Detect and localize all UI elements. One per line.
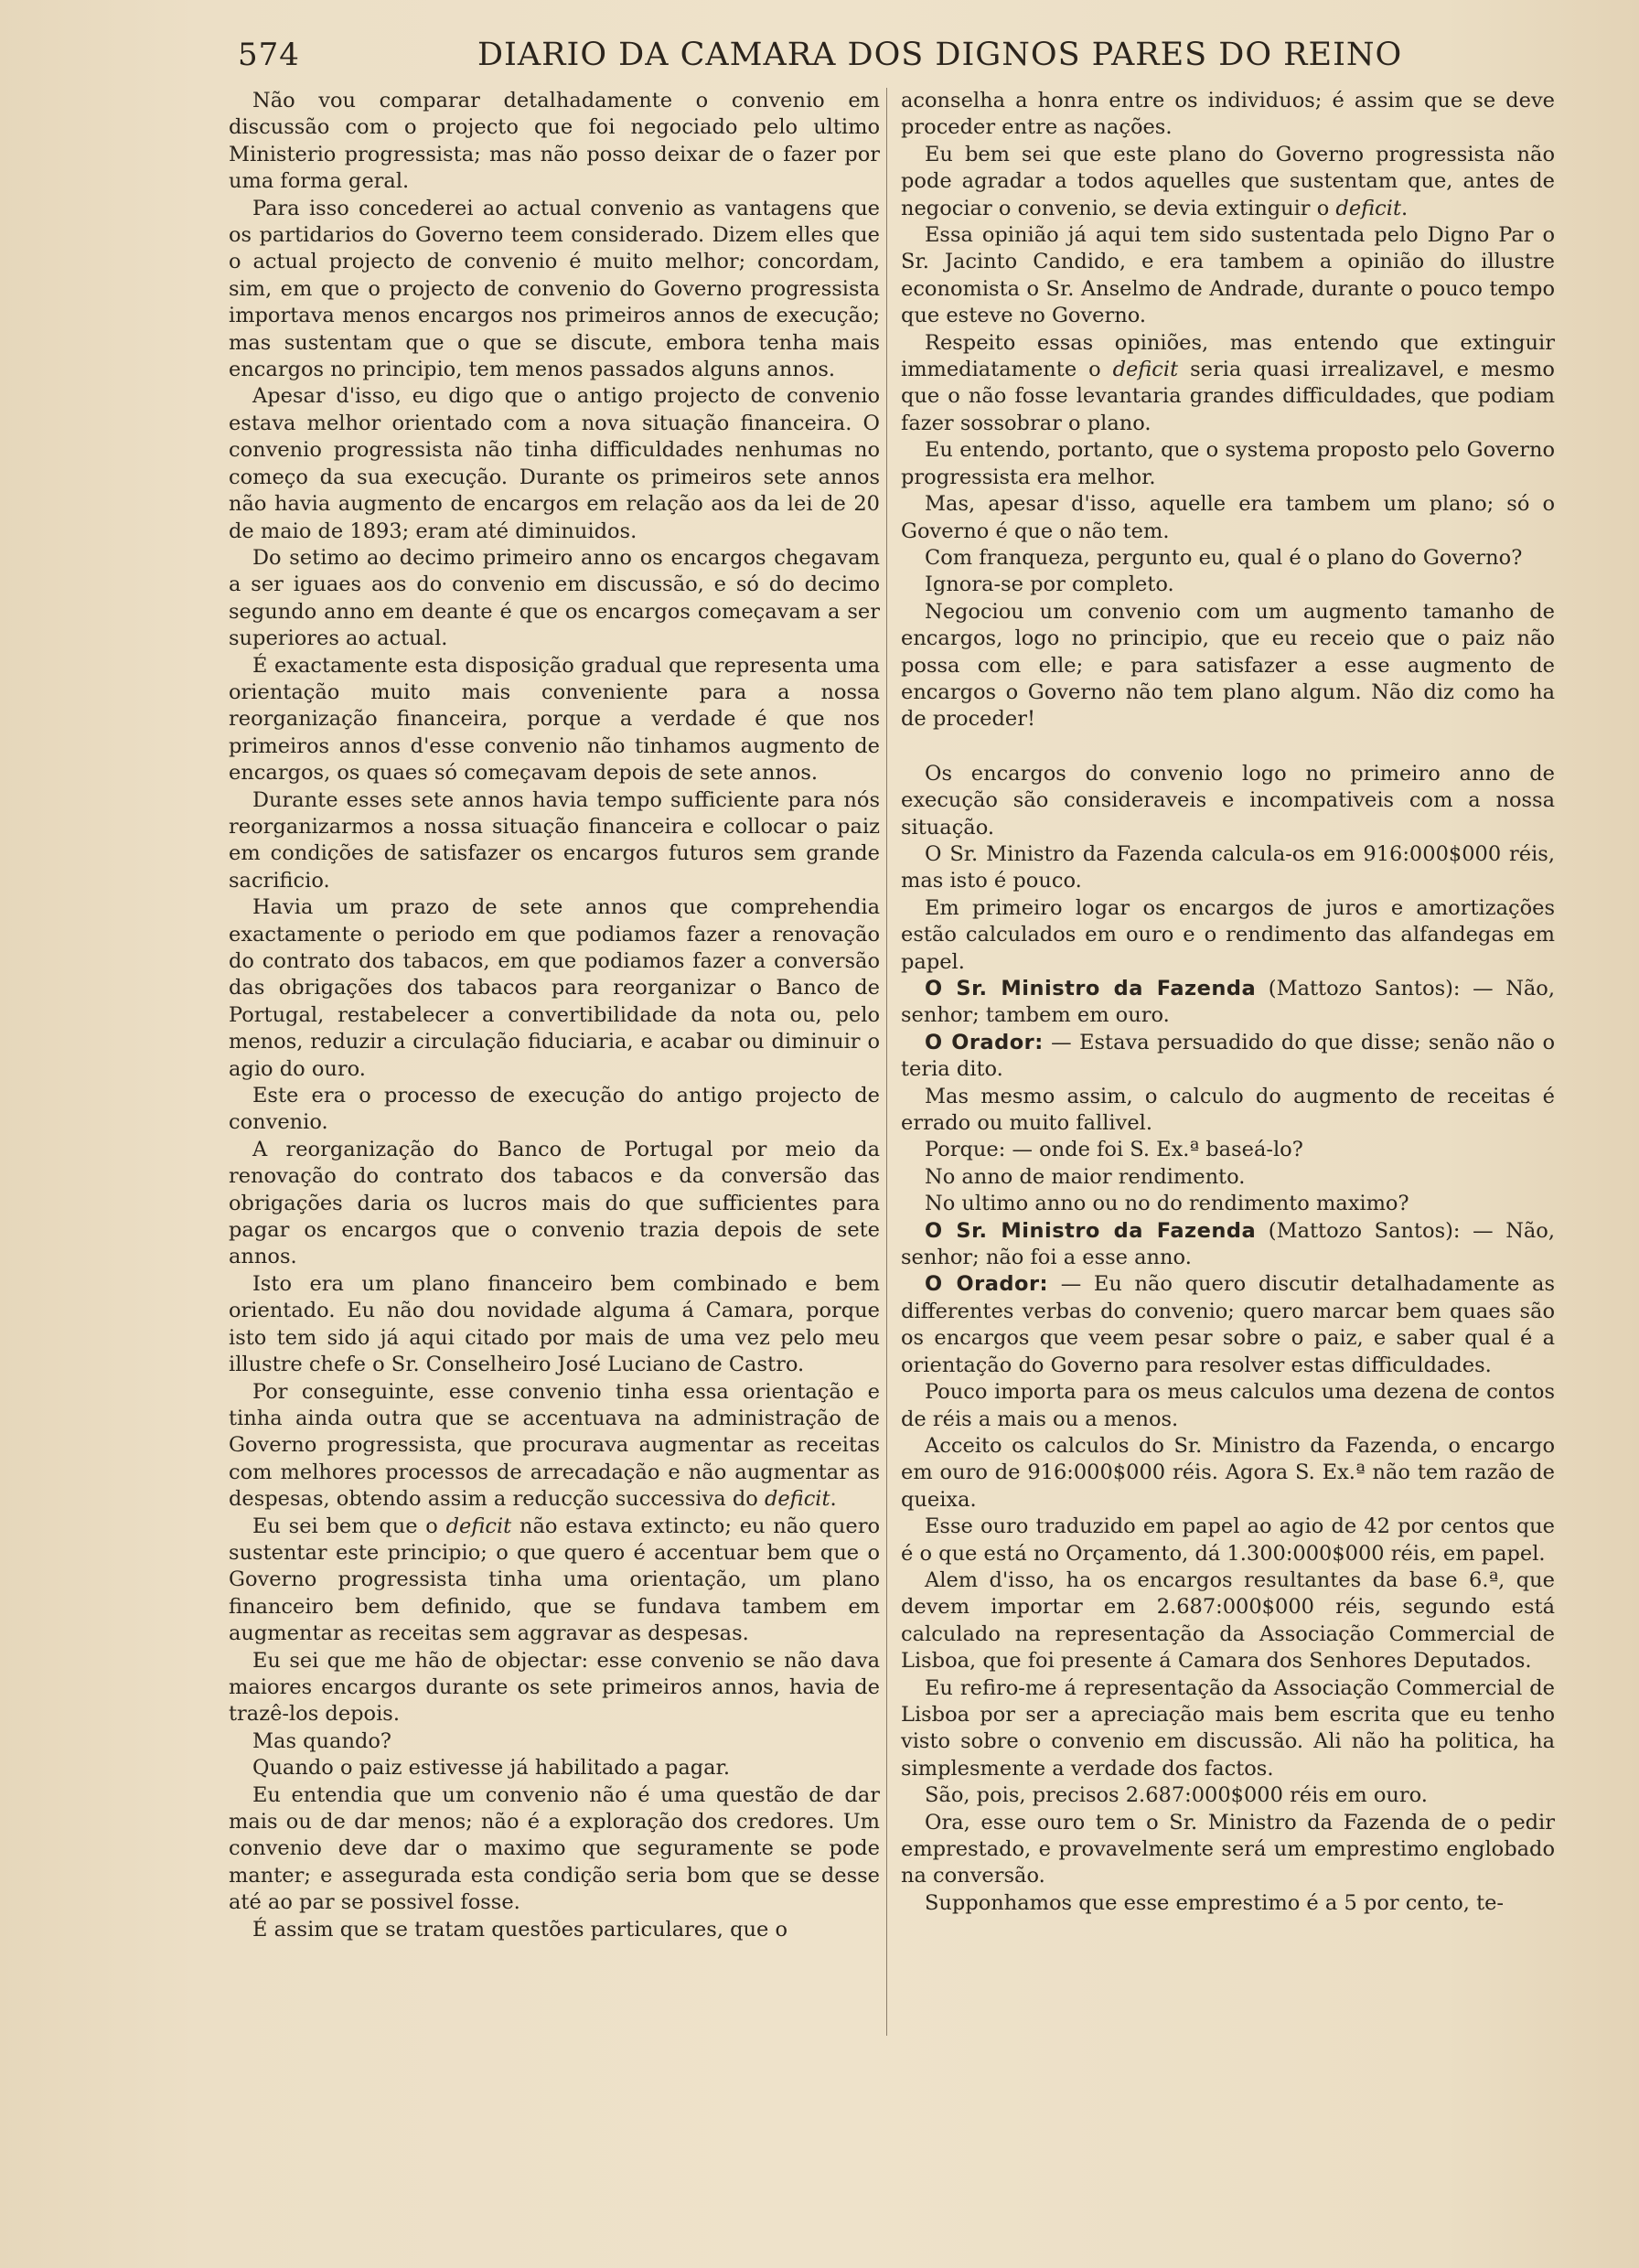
left-paragraph: [229, 1648, 880, 1728]
left-paragraph: [229, 1514, 880, 1648]
paragraph-text: Havia um prazo de sete annos que comprehendia exactamente o periodo em que podiamos fazer a renovação do contrato dos tabacos, em que podiamos fazer a conversão das obrigações dos tabacos para reorganizar o Banco de Portugal, restabelecer a convertibilidade da nota ou, pelo menos, reduzir a circulação fiduciaria, e acabar ou diminuir o agio do ouro.: [229, 895, 880, 1081]
right-paragraph: [901, 1379, 1555, 1433]
paragraph-text: (Mattozo Santos): — Não, senhor; tambem em ouro.: [901, 977, 1555, 1028]
paragraph-text: Porque: — onde foi S. Ex.ª baseá-lo?: [925, 1138, 1303, 1162]
right-paragraph: [901, 1218, 1555, 1272]
right-paragraph: [901, 1137, 1555, 1163]
paragraph-text: Acceito os calculos do Sr. Ministro da Fazenda, o encargo em ouro de 916:000$000 réis. Agora S. Ex.ª não tem razão de queixa.: [901, 1433, 1555, 1512]
left-paragraph: [229, 1782, 880, 1917]
left-paragraph: [229, 88, 880, 196]
paragraph-text: Em primeiro logar os encargos de juros e amortizações estão calculados em ouro e o rendimento das alfandegas em papel.: [901, 895, 1555, 974]
right-column: [901, 88, 1555, 1917]
paragraph-text: Este era o processo de execução do antigo projecto de convenio.: [229, 1084, 880, 1135]
paragraph-text: Eu sei bem que o: [252, 1514, 446, 1538]
left-column: [229, 88, 880, 1943]
paragraph-text: — Estava persuadido do que disse; senão não o teria dito.: [901, 1030, 1555, 1082]
right-paragraph: [901, 222, 1555, 330]
right-paragraph: [901, 88, 1555, 142]
italic-term: deficit: [764, 1487, 830, 1512]
left-paragraph: [229, 1137, 880, 1271]
left-paragraph: [229, 1271, 880, 1379]
paragraph-text-continued: .: [830, 1487, 837, 1512]
paragraph-text: No anno de maior rendimento.: [925, 1164, 1246, 1189]
paragraph-text: Apesar d'isso, eu digo que o antigo projecto de convenio estava melhor orientado com a nova situação financeira. O convenio progressista não tinha difficuldades nenhumas no começo da sua execução. Durante os primeiros sete annos não havia augmento de encargos em relação aos da lei de 20 de maio de 1893; eram até diminuidos.: [229, 384, 880, 543]
right-paragraph: [901, 545, 1555, 572]
paragraph-text: (Mattozo Santos): — Não, senhor; não foi a esse anno.: [901, 1218, 1555, 1270]
paragraph-text: Mas, apesar d'isso, aquelle era tambem um plano; só o Governo é que o não tem.: [901, 492, 1555, 543]
paragraph-text: Essa opinião já aqui tem sido sustentada pelo Digno Par o Sr. Jacinto Candido, e era tambem a opinião do illustre economista o Sr. Anselmo de Andrade, durante o pouco tempo que esteve no Governo.: [901, 223, 1555, 328]
left-paragraph: [229, 1083, 880, 1137]
paragraph-text-continued: seria quasi irrealizavel, e mesmo que o não fosse levantaria grandes difficuldades, que podiam fazer sossobrar o plano.: [901, 358, 1555, 435]
right-paragraph: [901, 761, 1555, 841]
left-paragraph: [229, 1379, 880, 1514]
paragraph-text: Eu sei que me hão de objectar: esse convenio se não dava maiores encargos durante os sete primeiros annos, havia de trazê-los depois.: [229, 1648, 880, 1727]
right-paragraph: [901, 437, 1555, 491]
right-paragraph: [901, 1782, 1555, 1809]
journal-title: DIARIO DA CAMARA DOS DIGNOS PARES DO REINO: [477, 37, 1403, 73]
paragraph-text: Pouco importa para os meus calculos uma dezena de contos de réis a mais ou a menos.: [901, 1380, 1555, 1431]
italic-term: deficit: [1112, 358, 1179, 382]
paragraph-text: Mas mesmo assim, o calculo do augmento de receitas é errado ou muito fallivel.: [901, 1084, 1555, 1136]
paragraph-text: — Eu não quero discutir detalhadamente as differentes verbas do convenio; quero marcar bem quaes são os encargos que veem pesar sobre o paiz, e saber qual é a orientação do Governo para resolver estas difficuldades.: [901, 1272, 1555, 1377]
right-paragraph: [901, 1191, 1555, 1217]
paragraph-text: Ignora-se por completo.: [925, 572, 1174, 597]
left-paragraph: [229, 383, 880, 544]
right-paragraph: [901, 976, 1555, 1030]
paragraph-text: Esse ouro traduzido em papel ao agio de 42 por centos que é o que está no Orçamento, dá 1.300:000$000 réis, em papel.: [901, 1514, 1555, 1566]
paragraph-text: Mas quando?: [252, 1728, 391, 1753]
paragraph-text: Eu refiro-me á representação da Associação Commercial de Lisboa por ser a apreciação mais bem escrita que eu tenho visto sobre o convenio em discussão. Ali não ha politica, ha simplesmente a verdade dos factos.: [901, 1675, 1555, 1781]
left-paragraph: [229, 196, 880, 384]
right-paragraph: [901, 1271, 1555, 1379]
paragraph-text: Negociou um convenio com um augmento tamanho de encargos, logo no principio, que eu receio que o paiz não possa com elle; e para satisfazer a esse augmento de encargos o Governo não tem plano algum. Não diz como ha de proceder!: [901, 599, 1555, 732]
right-paragraph: [901, 572, 1555, 598]
paragraph-text: Eu entendia que um convenio não é uma questão de dar mais ou de dar menos; não é a exploração dos credores. Um convenio deve dar o maximo que seguramente se pode manter; e assegurada esta condição seria bom que se desse até ao par se possivel fosse.: [229, 1782, 880, 1915]
italic-term: deficit: [445, 1514, 512, 1538]
paragraph-text: Alem d'isso, ha os encargos resultantes da base 6.ª, que devem importar em 2.687:000$000 réis, segundo está calculado na representação da Associação Commercial de Lisboa, que foi presente á Camara dos Senhores Deputados.: [901, 1567, 1555, 1674]
right-paragraph: [901, 491, 1555, 545]
paragraph-text: No ultimo anno ou no do rendimento maximo?: [925, 1192, 1409, 1216]
paragraph-text: Durante esses sete annos havia tempo sufficiente para nós reorganizarmos a nossa situação financeira e collocar o paiz em condições de satisfazer os encargos futuros sem grande sacrificio.: [229, 787, 880, 893]
right-paragraph: [901, 1514, 1555, 1567]
right-paragraph: [901, 142, 1555, 222]
left-paragraph: [229, 787, 880, 895]
paragraph-text: Do setimo ao decimo primeiro anno os encargos chegavam a ser iguaes aos do convenio em discussão, e só do decimo segundo anno em deante é que os encargos começavam a ser superiores ao actual.: [229, 545, 880, 651]
paragraph-text: aconselha a honra entre os individuos; é assim que se deve proceder entre as nações.: [901, 89, 1555, 140]
paragraph-text-continued: não estava extincto; eu não quero sustentar este principio; o que quero é accentuar bem que o Governo progressista tinha uma orientação, um plano financeiro bem definido, que se fundava tambem em augmentar as receitas sem aggravar as despesas.: [229, 1514, 880, 1646]
paragraph-text-continued: .: [1401, 196, 1409, 220]
right-paragraph: [901, 1675, 1555, 1783]
paragraph-text: Com franqueza, pergunto eu, qual é o plano do Governo?: [925, 545, 1523, 570]
italic-term: deficit: [1335, 196, 1401, 220]
paragraph-text: É assim que se tratam questões particulares, que o: [252, 1917, 787, 1942]
paragraph-text: São, pois, precisos 2.687:000$000 réis em ouro.: [925, 1783, 1428, 1808]
paragraph-text: Quando o paiz estivesse já habilitado a pagar.: [252, 1756, 730, 1781]
right-paragraph: [901, 895, 1555, 976]
paragraph-text: A reorganização do Banco de Portugal por meio da renovação do contrato dos tabacos e da conversão das obrigações daria os lucros mais do que sufficientes para pagar os encargos que o convenio trazia depois de sete annos.: [229, 1137, 880, 1269]
right-paragraph: [901, 330, 1555, 438]
speaker-name: O Sr. Ministro da Fazenda: [925, 977, 1257, 1000]
right-paragraph: [901, 1567, 1555, 1675]
paragraph-text: Ora, esse ouro tem o Sr. Ministro da Fazenda de o pedir emprestado, e provavelmente será um emprestimo englobado na conversão.: [901, 1810, 1555, 1888]
paragraph-text: Os encargos do convenio logo no primeiro anno de execução são consideraveis e incompativeis com a nossa situação.: [901, 761, 1555, 840]
column-divider: [886, 88, 887, 2036]
left-paragraph: [229, 653, 880, 787]
speaker-name: O Sr. Ministro da Fazenda: [925, 1218, 1257, 1243]
paragraph-text: O Sr. Ministro da Fazenda calcula-os em 916:000$000 réis, mas isto é pouco.: [901, 841, 1555, 893]
left-paragraph: [229, 1917, 880, 1943]
left-paragraph: [229, 894, 880, 1083]
right-paragraph: [901, 1164, 1555, 1191]
right-paragraph: [901, 841, 1555, 895]
paragraph-text: Para isso concederei ao actual convenio as vantagens que os partidarios do Governo teem considerado. Dizem elles que o actual projecto de convenio é muito melhor; concordam, sim, em que o projecto de convenio do Governo progressista importava menos encargos nos primeiros annos de execução; mas sustentam que o que se discute, embora tenha mais encargos no principio, tem menos passados alguns annos.: [229, 196, 880, 382]
left-paragraph: [229, 1728, 880, 1755]
speaker-name: O Orador:: [925, 1030, 1044, 1054]
page-number: 574: [238, 37, 300, 73]
right-paragraph: [901, 1433, 1555, 1514]
paragraph-text: Eu entendo, portanto, que o systema proposto pelo Governo progressista era melhor.: [901, 438, 1555, 489]
left-paragraph: [229, 1755, 880, 1781]
paragraph-text: Não vou comparar detalhadamente o convenio em discussão com o projecto que foi negociado pelo ultimo Ministerio progressista; mas não posso deixar de o fazer por uma forma geral.: [229, 89, 880, 194]
left-paragraph: [229, 545, 880, 653]
paragraph-text: Supponhamos que esse emprestimo é a 5 por cento, te-: [925, 1890, 1505, 1915]
paragraph-text: É exactamente esta disposição gradual que representa uma orientação muito mais conveniente para a nossa reorganização financeira, porque a verdade é que nos primeiros annos d'esse convenio não tinhamos augmento de encargos, os quaes só começavam depois de sete annos.: [229, 653, 880, 786]
paragraph-text: Respeito essas opiniões, mas entendo que extinguir immediatamente o: [901, 330, 1555, 382]
paragraph-text: Isto era um plano financeiro bem combinado e bem orientado. Eu não dou novidade alguma á Camara, porque isto tem sido já aqui citado por mais de uma vez pelo meu illustre chefe o Sr. Conselheiro José Luciano de Castro.: [229, 1271, 880, 1377]
right-paragraph: [901, 1030, 1555, 1084]
paragraph-text: Por conseguinte, esse convenio tinha essa orientação e tinha ainda outra que se accentuava na administração de Governo progressista, que procurava augmentar as receitas com melhores processos de arrecadação e não augmentar as despesas, obtendo assim a reducção successiva do: [229, 1379, 880, 1512]
right-paragraph: [901, 599, 1555, 733]
page-header: [230, 33, 1403, 77]
right-paragraph: [901, 1810, 1555, 1890]
right-paragraph: [901, 1084, 1555, 1138]
speaker-name: O Orador:: [925, 1272, 1049, 1297]
paragraph-text: Eu bem sei que este plano do Governo progressista não pode agradar a todos aquelles que sustentam que, antes de negociar o convenio, se devia extinguir o: [901, 142, 1555, 220]
right-paragraph: [901, 1890, 1555, 1917]
